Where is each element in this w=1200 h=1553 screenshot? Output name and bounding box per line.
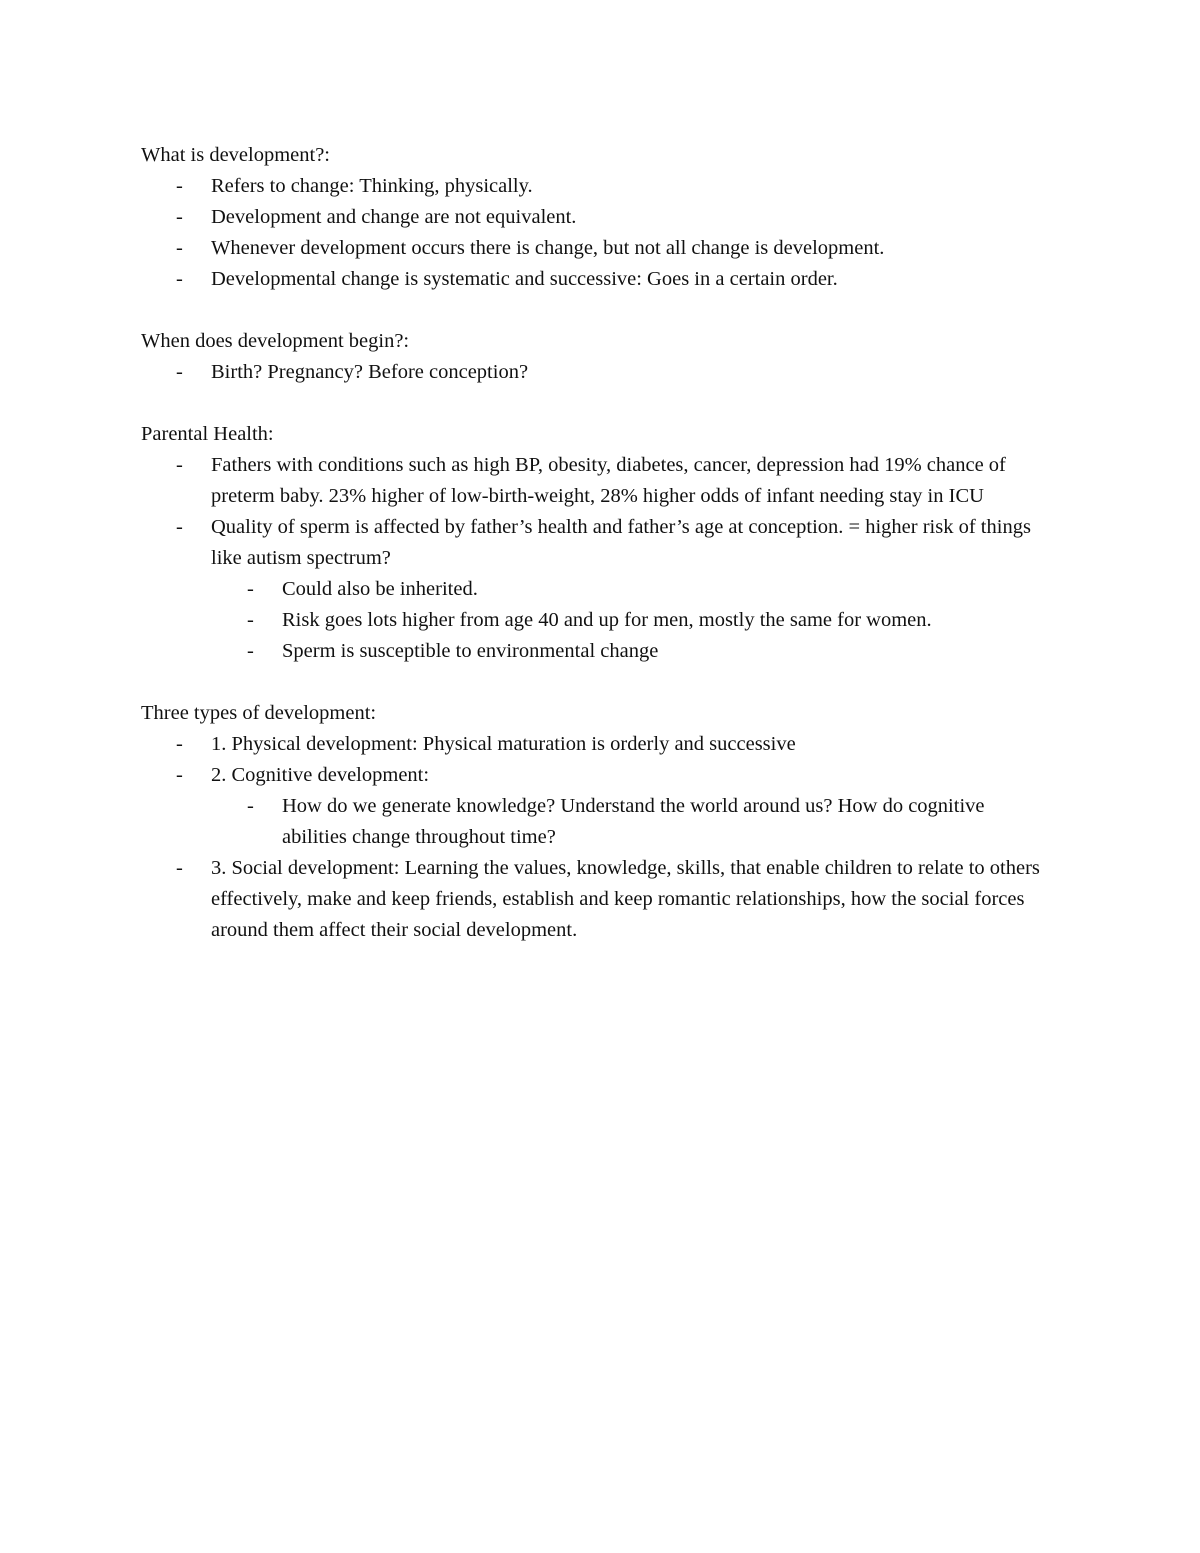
sub-bullet-text: How do we generate knowledge? Understand the world around us? How do cognitive abilities change throughout time? bbox=[282, 795, 985, 848]
section-heading-three-types-of-development: Three types of development: bbox=[141, 702, 377, 724]
paragraph-gap bbox=[141, 295, 1041, 326]
bullet-item bbox=[141, 760, 1041, 853]
document-body bbox=[141, 140, 1041, 946]
bullet-item bbox=[141, 264, 1041, 295]
bullet-dash: - bbox=[247, 609, 254, 631]
bullet-dash: - bbox=[247, 795, 254, 817]
bullet-item bbox=[141, 729, 1041, 760]
section-heading-parental-health: Parental Health: bbox=[141, 423, 274, 445]
sub-bullet-item bbox=[211, 605, 1041, 636]
sub-bullet-text: Risk goes lots higher from age 40 and up for men, mostly the same for women. bbox=[282, 609, 932, 631]
bullet-text: 1. Physical development: Physical maturation is orderly and successive bbox=[211, 733, 796, 755]
bullet-item bbox=[141, 171, 1041, 202]
bullet-dash: - bbox=[176, 733, 183, 755]
bullet-dash: - bbox=[176, 764, 183, 786]
bullet-dash: - bbox=[176, 516, 183, 538]
bullet-dash: - bbox=[247, 578, 254, 600]
sub-bullet-item bbox=[211, 791, 1041, 853]
bullet-item bbox=[141, 202, 1041, 233]
bullet-text: Whenever development occurs there is change, but not all change is development. bbox=[211, 237, 885, 259]
bullet-text: Development and change are not equivalent. bbox=[211, 206, 577, 228]
bullet-dash: - bbox=[176, 175, 183, 197]
bullet-list bbox=[141, 450, 1041, 667]
bullet-text: Quality of sperm is affected by father’s health and father’s age at conception. = higher risk of things like autism spectrum? bbox=[211, 516, 1031, 569]
bullet-dash: - bbox=[176, 857, 183, 879]
bullet-list bbox=[141, 729, 1041, 946]
bullet-dash: - bbox=[176, 206, 183, 228]
bullet-item bbox=[141, 450, 1041, 512]
sub-bullet-item bbox=[211, 636, 1041, 667]
bullet-dash: - bbox=[176, 454, 183, 476]
bullet-text: 3. Social development: Learning the values, knowledge, skills, that enable children to relate to others effectively, make and keep friends, establish and keep romantic relationships, how the social forces around them affect their social development. bbox=[211, 857, 1040, 941]
bullet-dash: - bbox=[176, 361, 183, 383]
bullet-text: Refers to change: Thinking, physically. bbox=[211, 175, 533, 197]
section-heading-when-does-development-begin: When does development begin?: bbox=[141, 330, 410, 352]
bullet-text: Birth? Pregnancy? Before conception? bbox=[211, 361, 529, 383]
sub-bullet-list bbox=[211, 574, 1041, 667]
sub-bullet-text: Sperm is susceptible to environmental change bbox=[282, 640, 659, 662]
sub-bullet-list bbox=[211, 791, 1041, 853]
bullet-dash: - bbox=[176, 268, 183, 290]
bullet-list bbox=[141, 171, 1041, 295]
bullet-text: Fathers with conditions such as high BP, obesity, diabetes, cancer, depression had 19% chance of preterm baby. 23% higher of low-birth-weight, 28% higher odds of infant needing stay in ICU bbox=[211, 454, 1006, 507]
bullet-text: 2. Cognitive development: bbox=[211, 764, 430, 786]
paragraph-gap bbox=[141, 667, 1041, 698]
bullet-list bbox=[141, 357, 1041, 388]
section-heading-what-is-development: What is development?: bbox=[141, 144, 330, 166]
sub-bullet-item bbox=[211, 574, 1041, 605]
bullet-item bbox=[141, 853, 1041, 946]
paragraph-gap bbox=[141, 388, 1041, 419]
bullet-item bbox=[141, 512, 1041, 667]
bullet-item bbox=[141, 357, 1041, 388]
bullet-dash: - bbox=[176, 237, 183, 259]
bullet-dash: - bbox=[247, 640, 254, 662]
bullet-item bbox=[141, 233, 1041, 264]
sub-bullet-text: Could also be inherited. bbox=[282, 578, 478, 600]
bullet-text: Developmental change is systematic and successive: Goes in a certain order. bbox=[211, 268, 838, 290]
